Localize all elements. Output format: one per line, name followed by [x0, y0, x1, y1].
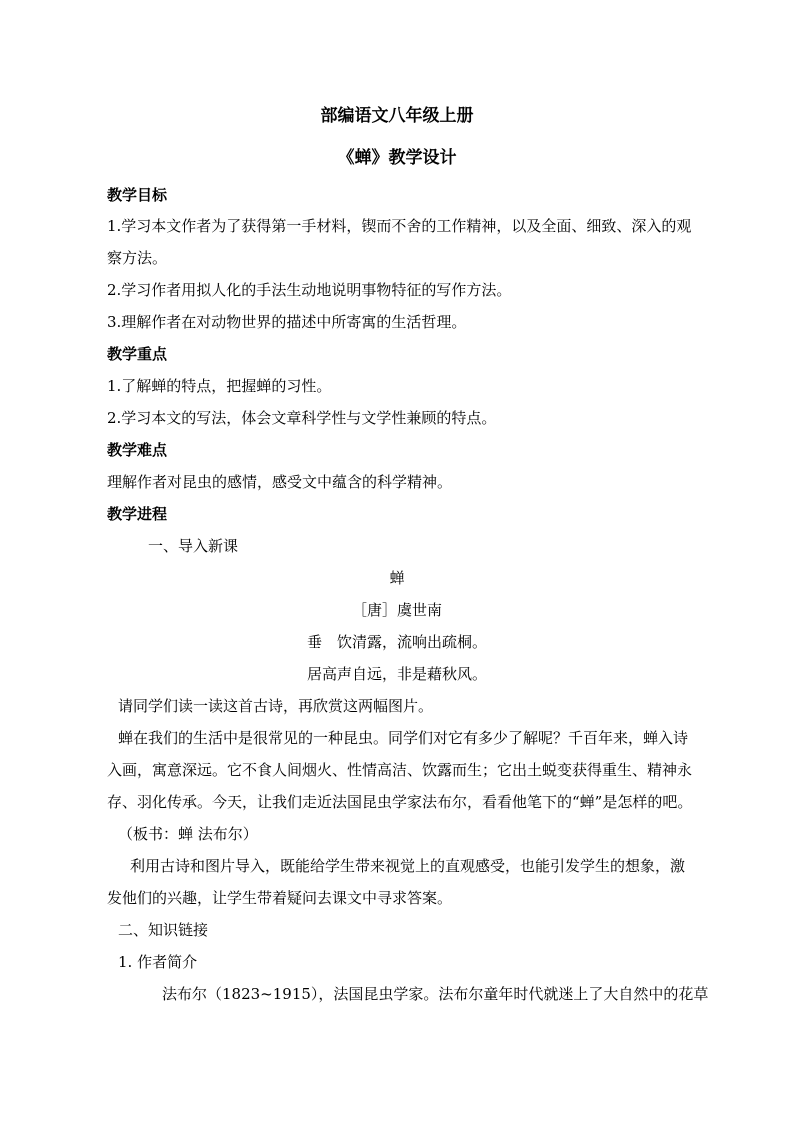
author-intro-text: 法布尔（1823~1915），法国昆虫学家。法布尔童年时代就迷上了大自然中的花草 — [162, 985, 709, 1003]
intro-paragraph-2-line-3: 存、羽化传承。今天，让我们走近法国昆虫学家法布尔，看看他笔下的“蝉”是怎样的吧。 — [107, 793, 693, 811]
difficulties-heading: 教学难点 — [107, 441, 168, 459]
poem-line-1: 垂 饮清露，流响出疏桐。 — [306, 633, 487, 651]
key-point-item-2: 2.学习本文的写法，体会文章科学性与文学性兼顾的特点。 — [107, 409, 497, 427]
difficulties-text: 理解作者对昆虫的感情，感受文中蕴含的科学精神。 — [107, 473, 453, 491]
objective-item-1-line-1: 1.学习本文作者为了获得第一手材料，锲而不舍的工作精神，以及全面、细致、深入的观 — [107, 217, 692, 235]
objectives-heading: 教学目标 — [107, 186, 168, 204]
part-2-heading: 二、知识链接 — [118, 921, 209, 939]
objective-item-1-line-2: 察方法。 — [107, 249, 168, 267]
document-title: 部编语文八年级上册 — [320, 106, 474, 126]
poem-author: ［唐］虞世南 — [351, 601, 442, 619]
document-subtitle: 《蝉》教学设计 — [337, 148, 457, 168]
intro-paragraph-3-line-1: 利用古诗和图片导入，既能给学生带来视觉上的直观感受，也能引发学生的想象，激 — [130, 857, 686, 875]
objective-item-3: 3.理解作者在对动物世界的描述中所寄寓的生活哲理。 — [107, 313, 467, 331]
intro-paragraph-3-line-2: 发他们的兴趣，让学生带着疑问去课文中寻求答案。 — [107, 889, 453, 907]
board-note: （板书：蝉 法布尔） — [118, 825, 258, 843]
author-intro-heading: 1. 作者简介 — [118, 953, 198, 971]
key-point-item-1: 1.了解蝉的特点，把握蝉的习性。 — [107, 377, 332, 395]
key-points-heading: 教学重点 — [107, 345, 168, 363]
part-1-heading: 一、导入新课 — [148, 537, 239, 555]
objective-item-2: 2.学习作者用拟人化的手法生动地说明事物特征的写作方法。 — [107, 281, 512, 299]
intro-paragraph-2-line-1: 蝉在我们的生活中是很常见的一种昆虫。同学们对它有多少了解呢？千百年来，蝉入诗 — [118, 729, 689, 747]
intro-paragraph-1: 请同学们读一读这首古诗，再欣赏这两幅图片。 — [118, 697, 434, 715]
poem-line-2: 居高声自远，非是藉秋风。 — [306, 665, 487, 683]
poem-title: 蝉 — [389, 569, 405, 587]
process-heading: 教学进程 — [107, 505, 168, 523]
intro-paragraph-2-line-2: 入画，寓意深远。它不食人间烟火、性情高洁、饮露而生；它出土蜕变获得重生、精神永 — [107, 761, 693, 779]
